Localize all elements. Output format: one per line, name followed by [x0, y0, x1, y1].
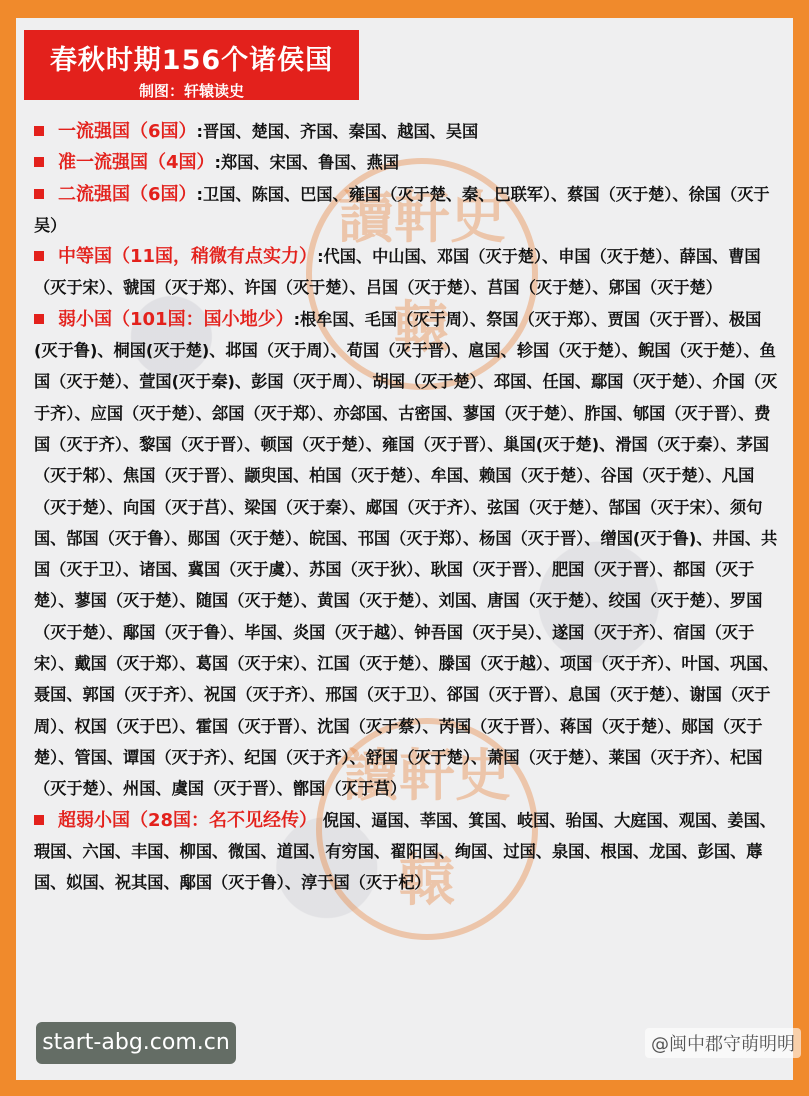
- bullet-icon: [34, 251, 44, 261]
- section-label: 准一流强国（4国）: [58, 152, 215, 174]
- poster-frame: [16, 18, 793, 1080]
- site-watermark: start-abg.com.cn: [36, 1022, 236, 1064]
- section-label: 一流强国（6国）: [58, 121, 197, 142]
- author-watermark-text: @闽中郡守萌明明: [651, 1034, 795, 1055]
- page-subtitle: 制图：轩辕读史: [138, 82, 244, 100]
- bullet-icon: [34, 815, 44, 825]
- section-text: :晋国、楚国、齐国、秦国、越国、吴国: [196, 122, 479, 141]
- section-near-first-rate: [34, 147, 779, 178]
- bullet-icon: [34, 314, 44, 324]
- section-first-rate: [34, 116, 779, 147]
- section-label: 超弱小国（28国：名不见经传）: [58, 809, 318, 831]
- title-banner: [24, 30, 359, 100]
- author-watermark: [645, 1028, 801, 1058]
- bullet-icon: [34, 157, 44, 167]
- section-second-rate: [34, 179, 779, 242]
- seal-watermark-bottom: 讀 軒 史 轅: [316, 718, 538, 940]
- section-text: 倪国、逼国、莘国、箕国、岐国、骀国、大庭国、观国、姜国、瑕国、六国、丰国、柳国、微国、道国、有穷国、翟阳国、绚国、过国、泉国、根国、龙国、彭国、蓐国、姒国、祝其国、鄅国（灭于鲁）、淳于国（灭于杞）: [34, 810, 776, 893]
- section-text: :郑国、宋国、鲁国、燕国: [214, 153, 400, 173]
- section-text: :根牟国、毛国（灭于周）、祭国（灭于郑）、贾国（灭于晋）、极国(灭于鲁)、桐国(灭于楚)、邶国（灭于周）、荀国（灭于晋）、扈国、轸国（灭于楚）、鲵国（灭于楚）、鱼国（灭于楚）、萱国(灭于秦)、彭国（灭于周）、胡国（灭于楚）、邳国、任国、鄢国（灭于楚）、介国（灭于齐）、应国（灭于楚）、郐国（灭于郑）、亦郐国、古密国、蓼国（灭于楚）、胙国、郇国（灭于晋）、费国（灭于齐）、黎国（灭于晋）、顿国（灭于楚）、雍国（灭于晋）、巢国(灭于楚)、滑国（灭于秦）、茅国（灭于邾）、焦国（灭于晋）、颛臾国、柏国（灭于楚）、牟国、赖国（灭于楚）、谷国（灭于楚）、凡国（灭于楚）、向国（灭于莒）、梁国（灭于秦）、郕国（灭于齐）、弦国（灭于楚）、郜国（灭于宋）、须句国、郜国（灭于鲁）、郧国（灭于楚）、皖国、邗国（灭于郑）、杨国（灭于晋）、缯国(灭于鲁)、井国、共国（灭于卫）、诸国、冀国（灭于虞）、苏国（灭于狄）、耿国（灭于晋）、肥国（灭于晋）、都国（灭于楚）、蓼国（灭于楚）、随国（灭于楚）、黄国（灭于楚）、刘国、唐国（灭于楚）、绞国（灭于楚）、罗国（灭于楚）、鄅国（灭于鲁）、毕国、炎国（灭于越）、钟吾国（灭于吴）、遂国（灭于齐）、宿国（灭于宋）、戴国（灭于郑）、葛国（灭于宋）、江国（灭于楚）、滕国（灭于越）、项国（灭于齐）、叶国、巩国、聂国、郭国（灭于齐）、祝国（灭于齐）、邢国（灭于卫）、郤国（灭于晋）、息国（灭于楚）、谢国（灭于周）、权国（灭于巴）、霍国（灭于晋）、沈国（灭于蔡）、芮国（灭于晋）、蒋国（灭于楚）、郧国（灭于楚）、管国、谭国（灭于齐）、纪国（灭于齐）、舒国（灭于楚）、萧国（灭于楚）、莱国（灭于齐）、杞国（灭于楚）、州国、虞国（灭于晋）、鄫国（灭于莒）: [34, 309, 779, 799]
- section-text: :卫国、陈国、巴国、雍国（灭于楚、秦、巴联军）、蔡国（灭于楚）、徐国（灭于吴）: [34, 184, 770, 235]
- section-text: :代国、中山国、邓国（灭于楚）、申国（灭于楚）、薛国、曹国（灭于宋）、虢国（灭于郑）、许国（灭于楚）、吕国（灭于楚）、莒国（灭于楚）、郳国（灭于楚）: [34, 247, 761, 298]
- page-title: 春秋时期156个诸侯国: [49, 45, 334, 76]
- section-label: 弱小国（101国：国小地少）: [58, 308, 294, 330]
- section-label: 二流强国（6国）: [58, 183, 197, 205]
- section-very-weak: [34, 805, 779, 899]
- content-list: [34, 116, 779, 898]
- seal-watermark-top: 讀 軒 史 轅: [306, 158, 538, 390]
- bullet-icon: [34, 189, 44, 199]
- section-medium: [34, 241, 779, 304]
- section-weak: [34, 304, 779, 805]
- section-label: 中等国（11国，稍微有点实力）: [58, 246, 318, 268]
- bullet-icon: [34, 126, 44, 136]
